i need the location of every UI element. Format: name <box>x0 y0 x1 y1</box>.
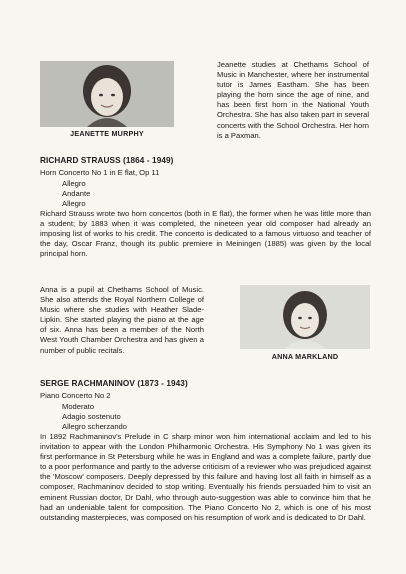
piece2-notes: In 1892 Rachmaninov's Prelude in C sharp minor won him international acclaim and led to his invitation to appear with the London Philharmonic Orchestra. His Symphony No 1 was given its first performance in St Petersburg while he was in England and was a complete failure, partly due to a poor performance and partly to the adverse criticism of a reviewer who was prejudiced against the 'Moscow' composers. Deeply depressed by this failure and having lost all faith in himself as a composer, Rachmaninov decided to stop writing. Eventually his friends persuaded him to visit an eminent Russian doctor, Dr Dahl, who through auto-suggestion was able to convince him that he had an undeniable talent for composition. The Piano Concerto No 2, which is one of his most outstanding masterpieces, was composed on his resumption of work and is dedicated to Dr Dahl. <box>40 432 371 522</box>
piece1-composer: RICHARD STRAUSS (1864 - 1949) <box>40 156 174 165</box>
movement: Adagio sostenuto <box>62 412 121 422</box>
soloist2-bio: Anna is a pupil at Chethams School of Music. She also attends the Royal Northern College of Music where she studies with Heather Slade-Lipkin. She started playing the piano at the age of six. Anna has been a member of the North West Youth Chamber Orchestra and has given a number of public recitals. <box>40 285 204 355</box>
piece2-composer: SERGE RACHMANINOV (1873 - 1943) <box>40 379 188 388</box>
anna-markland-photo <box>240 285 370 349</box>
piece2-movements <box>40 402 127 432</box>
piece1-notes: Richard Strauss wrote two horn concertos (both in E flat), the former when he was little more than a student; by 1883 when it was completed, the nineteen year old composer had already an imposing list of works to his credit. The concerto is dedicated to a famous virtuoso and teacher of the day, Oscar Franz, though its public premiere in Meiningen (1885) was given by the local principal horn. <box>40 209 371 259</box>
piece2-work: Piano Concerto No 2 <box>40 391 111 400</box>
movement: Allegro scherzando <box>62 422 128 432</box>
jeanette-murphy-photo <box>40 61 174 127</box>
movement: Allegro <box>62 199 86 209</box>
movement: Moderato <box>62 402 95 411</box>
soloist1-bio: Jeanette studies at Chethams School of Music in Manchester, where her instrumental tutor is James Eastham. She has been playing the horn since the age of nine, and has been first horn in the National Youth Orchestra. She has also taken part in several concerts with the School Orchestra. Her horn is a Paxman. <box>217 60 369 140</box>
soloist2-name: ANNA MARKLAND <box>271 352 339 361</box>
movement: Andante <box>62 189 91 199</box>
piece1-movements <box>40 179 90 209</box>
soloist1-name: JEANETTE MURPHY <box>70 129 144 138</box>
movement: Allegro <box>62 179 86 188</box>
piece1-work: Horn Concerto No 1 in E flat, Op 11 <box>40 168 160 177</box>
